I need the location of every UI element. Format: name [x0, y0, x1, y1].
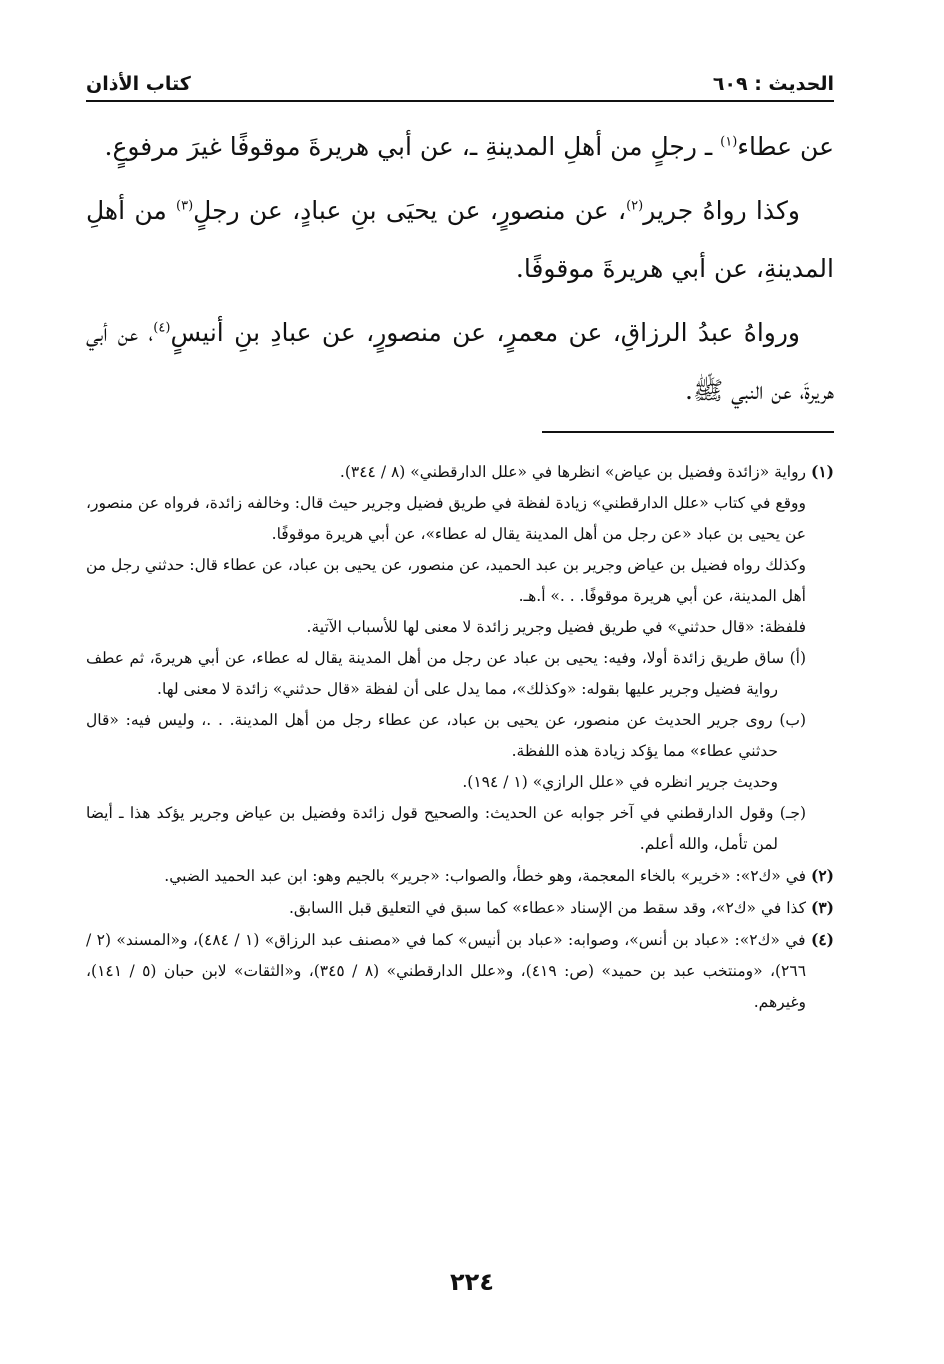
footnote-1-item-a [86, 643, 834, 705]
footnote-1-item-b [86, 705, 834, 767]
footnote-marker: (١) [810, 462, 834, 481]
footnote-1-item-b-cont: وحديث جرير انظره في «علل الرازي» (١ / ١٩٤). [462, 773, 778, 791]
running-header [86, 58, 834, 102]
footnote-ref-4[interactable]: (٤) [153, 320, 171, 336]
footnote-1-paragraph: وكذلك رواه فضيل بن عياض وجرير بن عبد الحميد، عن منصور، عن يحيى بن عباد، عن عطاء قال: حدثني رجل من أهل المدينة، عن أبي هريرة موقوفًا. . .» أ.هـ. [86, 556, 806, 605]
footnote-separator [542, 431, 834, 433]
footnote-1-paragraph: فلفظة: «قال حدثني» في طريق فضيل وجرير زائدة لا معنى لها للأسباب الآتية. [306, 618, 806, 636]
main-text-span: ـ رجلٍ من أهلِ المدينةِ ـ، عن أبي هريرةَ موقوفًا غيرَ مرفوعٍ. [104, 132, 721, 161]
footnote-1 [86, 456, 834, 488]
footnote-ref-2[interactable]: (٢) [626, 198, 644, 214]
main-paragraph-1 [86, 118, 834, 176]
item-text: ساق طريق زائدة أولا، وفيه: يحيى بن عباد عن رجل من أهل المدينة يقال له عطاء، عن أبي هريرةَ، ثم عطف رواية فضيل وجرير عليها بقوله: «وكذلك»، مما يدل على أن لفظة «قال حدثني» زائدة لا معنى لها. [86, 649, 785, 698]
footnote-text: كذا في «ك٢»، وقد سقط من الإسناد «عطاء» كما سبق في التعليق قبل االسابق. [288, 899, 807, 917]
hadith-number-label: الحديث : ٦٠٩ [712, 73, 834, 95]
main-text-span: ورواهُ عبدُ الرزاقِ، عن معمرٍ، عن منصورٍ، عن عبادِ بنِ أنيسٍ [170, 318, 801, 347]
footnote-2 [86, 860, 834, 892]
footnote-marker: (٣) [810, 898, 834, 917]
footnote-1-paragraph: ووقع في كتاب «علل الدارقطني» زيادة لفظة في طريق فضيل وجرير حيث قال: وخالفه زائدة، فرواه عن منصور، عن يحيى بن عباد «عن رجل من أهل المدينة يقال له عطاء»، عن أبي هريرة موقوفًا. [86, 494, 806, 543]
footnotes [86, 456, 834, 1018]
footnote-4 [86, 924, 834, 1018]
page-number: ٢٢٤ [450, 1268, 494, 1296]
main-text-span: ، عن منصورٍ، عن يحيَى بنِ عبادٍ، عن رجلٍ [193, 196, 627, 225]
item-marker: (ب) [779, 711, 807, 729]
item-marker: (أ) [789, 649, 806, 667]
footnote-ref-1[interactable]: (١) [720, 134, 738, 150]
item-marker: (جـ) [779, 804, 806, 822]
footnote-text: في «ك٢»: «عباد بن أنس»، وصوابه: «عباد بن أنيس» كما في «مصنف عبد الرزاق» (١ / ٤٨٤)، و«المسند» (٢ / ٢٦٦)، «ومنتخب عبد بن حميد» (ص: ٤١٩)، و«علل الدارقطني» (٨ / ٣٤٥)، و«الثقات» لابن حبان (٥ / ١٤١)، وغيرهم. [86, 931, 807, 1011]
main-text [86, 118, 834, 426]
main-text-span: وكذا رواهُ جرير [643, 196, 800, 225]
footnote-ref-3[interactable]: (٣) [176, 198, 194, 214]
footnote-marker: (٤) [810, 930, 834, 949]
footnote-marker: (٢) [810, 866, 834, 885]
main-text-span: عن عطاء [737, 132, 834, 161]
item-text: روى جرير الحديث عن منصور، عن يحيى بن عباد، عن عطاء رجل من أهل المدينة. . .، وليس فيه: «قال حدثني عطاء» مما يؤكد زيادة هذه اللفظة. [86, 711, 778, 760]
main-paragraph-3 [86, 304, 834, 420]
book-title: كتاب الأذان [86, 73, 191, 95]
main-paragraph-2 [86, 182, 834, 298]
main-text-span: من أهلِ المدينةِ، عن أبي هريرةَ موقوفًا. [86, 196, 834, 283]
footnote-1-item-c [86, 798, 834, 860]
footnote-3 [86, 892, 834, 924]
item-text: وقول الدارقطني في آخر جوابه عن الحديث: والصحيح قول زائدة وفضيل بن عياض وجرير يؤكد هذا ـ أيضا لمن تأمل، والله أعلم. [86, 804, 778, 853]
footnote-text: رواية «زائدة وفضيل بن عياض» انظرها في «علل الدارقطني» (٨ / ٣٤٤). [339, 463, 807, 481]
footnote-text: في «ك٢»: «خرير» بالخاء المعجمة، وهو خطأ، والصواب: «جرير» بالجيم وهو: ابن عبد الحميد الضبي. [164, 867, 807, 885]
main-text-span: ، عن أبي هريرةَ، عن النبي ﷺ. [86, 318, 834, 405]
